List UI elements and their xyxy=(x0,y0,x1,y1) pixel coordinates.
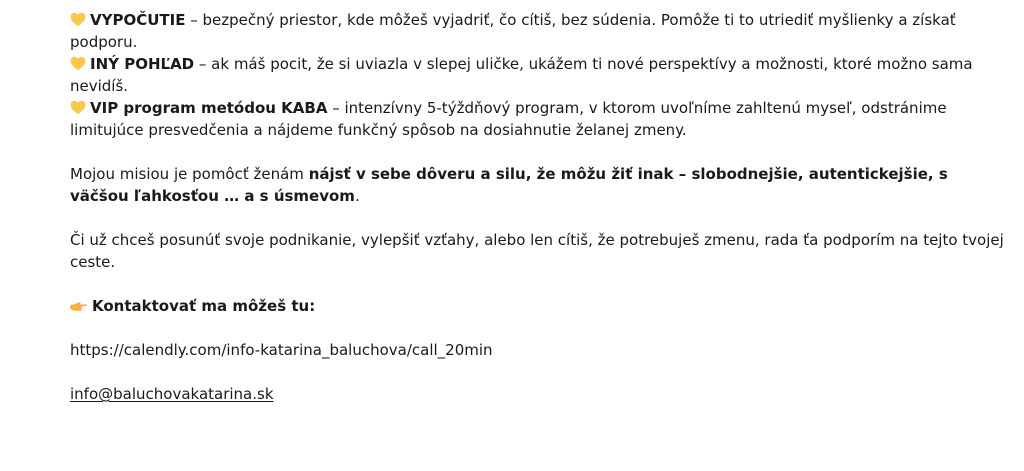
service-title: VIP program metódou KABA xyxy=(90,99,328,117)
contact-heading xyxy=(70,295,1010,317)
service-item-listening xyxy=(70,9,1010,53)
contact-heading-text: Kontaktovať ma môžeš tu: xyxy=(92,297,316,315)
spacer xyxy=(70,361,1010,383)
service-item-vip-program xyxy=(70,97,1010,141)
email-link[interactable]: info@baluchovakatarina.sk xyxy=(70,385,274,403)
calendly-link[interactable]: https://calendly.com/info-katarina_baluchova/call_20min xyxy=(70,341,493,359)
spacer xyxy=(70,207,1010,229)
yellow-heart-icon xyxy=(70,56,86,71)
spacer xyxy=(70,317,1010,339)
service-description: – ak máš pocit, že si uviazla v slepej uličke, ukážem ti nové perspektívy a možnosti, ktoré možno sama nevidíš. xyxy=(70,55,973,95)
spacer xyxy=(70,141,1010,163)
service-title: VYPOČUTIE xyxy=(90,11,186,29)
post-body xyxy=(70,9,1010,405)
mission-prefix: Mojou misiou je pomôcť ženám xyxy=(70,165,309,183)
pointing-hand-icon xyxy=(70,299,88,313)
service-description: – intenzívny 5-týždňový program, v ktorom uvoľníme zahltenú myseľ, odstránime limitujúce presvedčenia a nájdeme funkčný spôsob na dosiahnutie želanej zmeny. xyxy=(70,99,947,139)
yellow-heart-icon xyxy=(70,100,86,115)
service-title: INÝ POHĽAD xyxy=(90,55,195,73)
service-item-perspective xyxy=(70,53,1010,97)
mission-suffix: . xyxy=(354,187,360,205)
mission-highlight: nájsť v sebe dôveru a silu, že môžu žiť inak – slobodnejšie, autentickejšie, s väčšou ľahkosťou … a s úsmevom xyxy=(70,165,948,205)
yellow-heart-icon xyxy=(70,12,86,27)
spacer xyxy=(70,273,1010,295)
support-statement: Či už chceš posunúť svoje podnikanie, vylepšiť vzťahy, alebo len cítiš, že potrebuješ zmenu, rada ťa podporím na tejto tvojej ceste. xyxy=(70,231,1004,271)
mission-statement xyxy=(70,163,1010,207)
service-description: – bezpečný priestor, kde môžeš vyjadriť, čo cítiš, bez súdenia. Pomôže ti to utriediť myšlienky a získať podporu. xyxy=(70,11,956,51)
